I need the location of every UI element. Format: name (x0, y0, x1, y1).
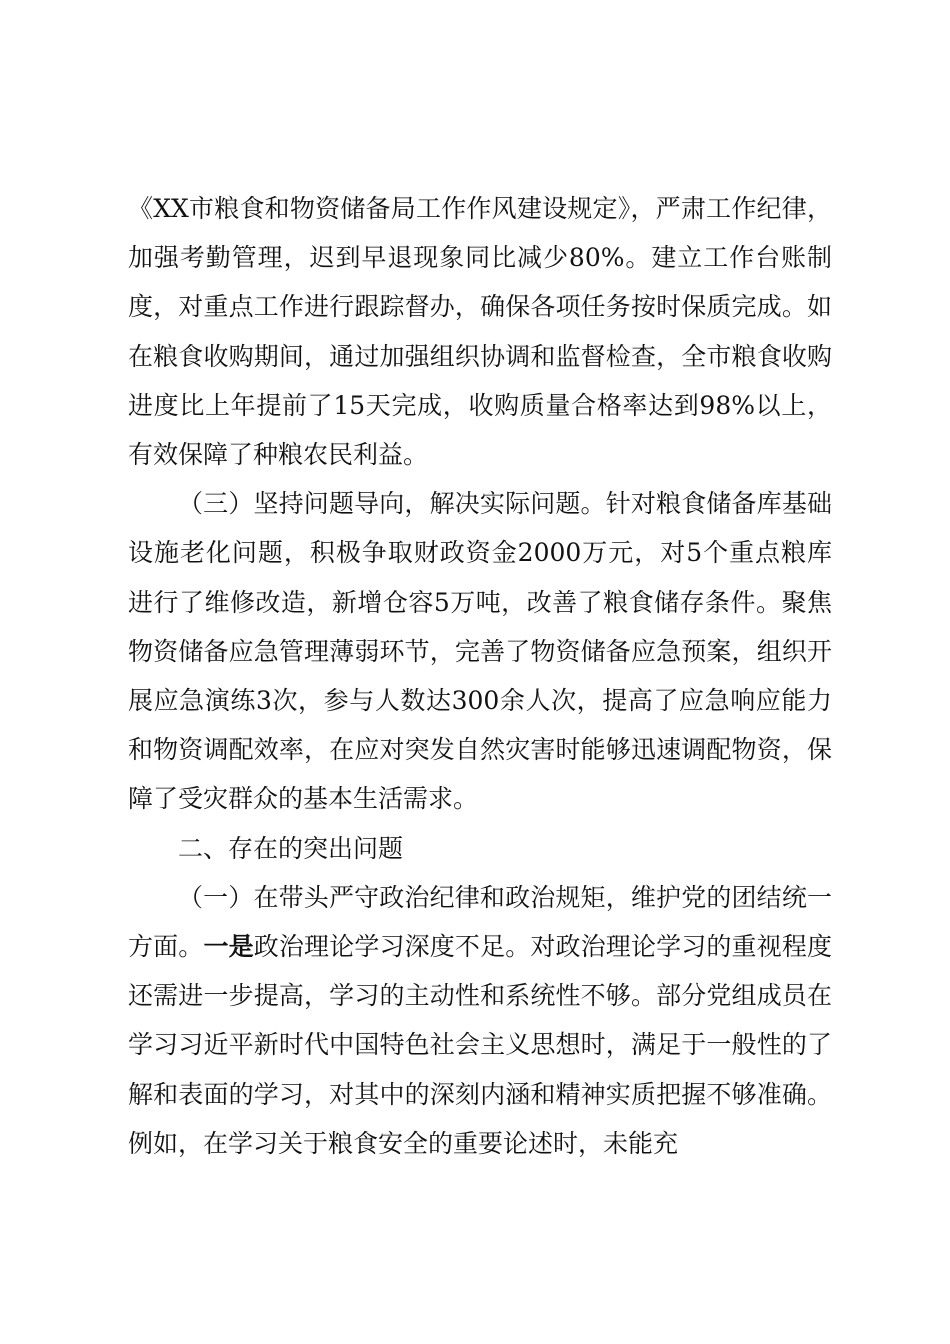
paragraph-problem-orientation: （三）坚持问题导向，解决实际问题。针对粮食储备库基础设施老化问题，积极争取财政资金2000万元，对5个重点粮库进行了维修改造，新增仓容5万吨，改善了粮食储存条件。聚焦物资储备应急管理薄弱环节，完善了物资储备应急预案，组织开展应急演练3次，参与人数达300余人次，提高了应急响应能力和物资调配效率，在应对突发自然灾害时能够迅速调配物资，保障了受灾群众的基本生活需求。 (128, 489, 832, 814)
paragraph-work-style: 《XX市粮食和物资储备局工作作风建设规定》，严肃工作纪律，加强考勤管理，迟到早退现象同比减少80%。建立工作台账制度，对重点工作进行跟踪督办，确保各项任务按时保质完成。如在粮食收购期间，通过加强组织协调和监督检查，全市粮食收购进度比上年提前了15天完成，收购质量合格率达到98%以上，有效保障了种粮农民利益。 (128, 194, 832, 470)
paragraph-political-discipline (128, 873, 832, 1168)
document-body (128, 184, 832, 1168)
paragraph-prefix: （一）在带头严守政治纪律和政治规矩，维护党的团结统一方面。 (128, 882, 832, 962)
paragraph-body: 政治理论学习深度不足。对政治理论学习的重视程度还需进一步提高，学习的主动性和系统性不够。部分党组成员在学习习近平新时代中国特色社会主义思想时，满足于一般性的了解和表面的学习，对其中的深刻内涵和精神实质把握不够准确。例如，在学习关于粮食安全的重要论述时，未能充 (128, 932, 832, 1158)
paragraph-lead-bold: 一是 (203, 932, 254, 962)
section-heading-problems: 二、存在的突出问题 (178, 833, 404, 863)
